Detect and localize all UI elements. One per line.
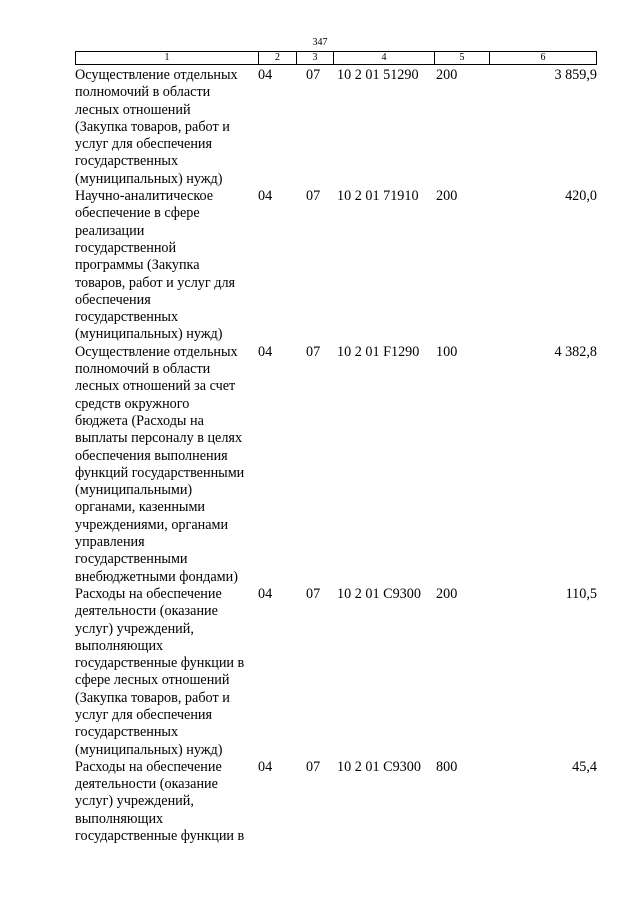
row-expense-type: 200 bbox=[436, 585, 458, 602]
table-row bbox=[75, 586, 597, 759]
column-header-5: 5 bbox=[435, 52, 490, 65]
row-expense-type: 200 bbox=[436, 188, 458, 205]
row-expense-type: 200 bbox=[436, 67, 458, 83]
row-amount: 3 859,9 bbox=[554, 67, 597, 83]
row-section-code: 04 bbox=[258, 188, 273, 205]
row-target-article: 10 2 01 51290 bbox=[337, 67, 419, 83]
column-header-4: 4 bbox=[334, 52, 435, 65]
row-target-article: 10 2 01 C9300 bbox=[337, 585, 421, 602]
row-subsection-code: 07 bbox=[306, 758, 321, 775]
row-description: Осуществление отдельных полномочий в области лесных отношений за счет средств окружного бюджета (Расходы на выплаты персоналу в целях обеспечения выполнения функций государственными (муниципальными) органами, казенными учреждениями, органами управления государственными внебюджетными фондами) bbox=[75, 343, 245, 585]
row-expense-type: 800 bbox=[436, 758, 458, 775]
row-target-article: 10 2 01 F1290 bbox=[337, 343, 420, 360]
row-expense-type: 100 bbox=[436, 343, 458, 360]
row-target-article: 10 2 01 C9300 bbox=[337, 758, 421, 775]
row-subsection-code: 07 bbox=[306, 585, 321, 602]
row-description: Осуществление отдельных полномочий в области лесных отношений (Закупка товаров, работ и услуг для обеспечения государственных (муниципальных) нужд) bbox=[75, 67, 238, 187]
row-section-code: 04 bbox=[258, 758, 273, 775]
table-row bbox=[75, 759, 597, 845]
budget-table-body bbox=[75, 67, 597, 845]
row-subsection-code: 07 bbox=[306, 343, 321, 360]
column-header-row bbox=[75, 51, 597, 65]
row-section-code: 04 bbox=[258, 67, 273, 83]
table-row bbox=[75, 188, 597, 344]
row-section-code: 04 bbox=[258, 343, 273, 360]
column-header-6: 6 bbox=[490, 52, 597, 65]
row-section-code: 04 bbox=[258, 585, 273, 602]
row-subsection-code: 07 bbox=[306, 188, 321, 205]
column-header-3: 3 bbox=[297, 52, 334, 65]
row-description: Расходы на обеспечение деятельности (оказание услуг) учреждений, выполняющих государственные функции в bbox=[75, 758, 245, 845]
row-amount: 420,0 bbox=[565, 188, 597, 205]
column-header-2: 2 bbox=[259, 52, 297, 65]
table-row bbox=[75, 344, 597, 586]
row-amount: 4 382,8 bbox=[554, 343, 597, 360]
row-amount: 45,4 bbox=[572, 758, 597, 775]
row-amount: 110,5 bbox=[565, 585, 597, 602]
row-subsection-code: 07 bbox=[306, 67, 321, 83]
page-number: 347 bbox=[312, 37, 328, 48]
row-target-article: 10 2 01 71910 bbox=[337, 188, 419, 205]
column-header-1: 1 bbox=[76, 52, 259, 65]
table-row bbox=[75, 67, 597, 188]
row-description: Расходы на обеспечение деятельности (оказание услуг) учреждений, выполняющих государственные функции в сфере лесных отношений (Закупка товаров, работ и услуг для обеспечения государственных (муниципальных) нужд) bbox=[75, 585, 245, 758]
row-description: Научно-аналитическое обеспечение в сфере реализации государственной программы (Закупка товаров, работ и услуг для обеспечения государственных (муниципальных) нужд) bbox=[75, 188, 236, 343]
